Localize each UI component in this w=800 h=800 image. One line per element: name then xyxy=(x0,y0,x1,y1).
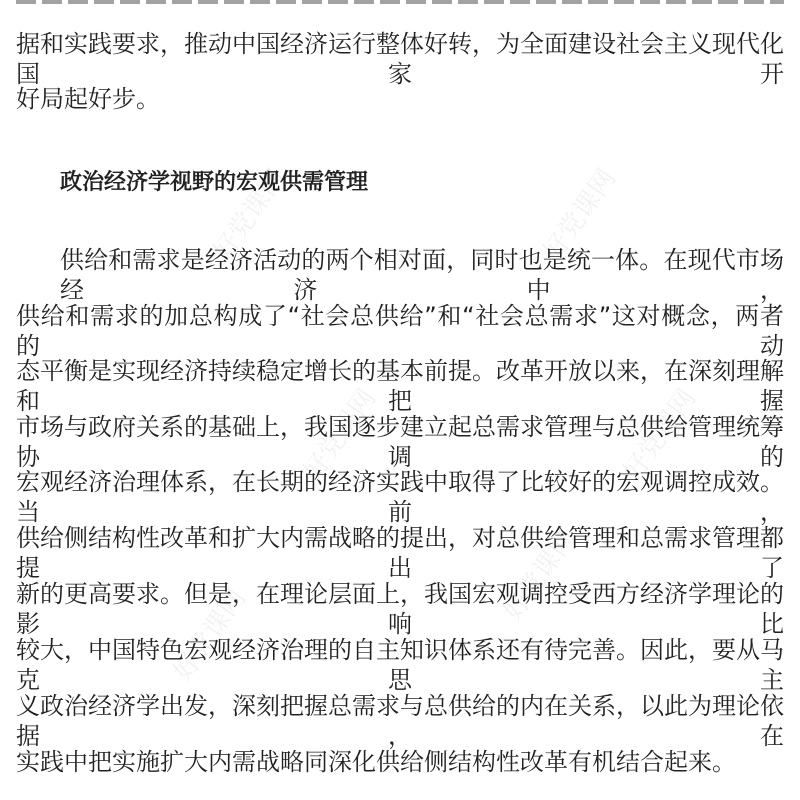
watermark: 好党课网 xyxy=(167,583,253,687)
text-line: 新的更高要求。但是，在理论层面上，我国宏观调控受西方经济学理论的影响比 xyxy=(16,580,784,638)
text-line: 供给侧结构性改革和扩大内需战略的提出，对总供给管理和总需求管理都提出了 xyxy=(16,524,784,582)
watermark: 好党课网 xyxy=(537,163,623,267)
text-line: 好局起好步。 xyxy=(16,85,160,113)
text-line: 较大，中国特色宏观经济治理的自主知识体系还有待完善。因此，要从马克思主 xyxy=(16,636,784,694)
text-line: 态平衡是实现经济持续稳定增长的基本前提。改革开放以来，在深刻理解和把握 xyxy=(16,357,784,415)
text-line: 宏观经济治理体系，在长期的经济实践中取得了比较好的宏观调控成效。当前， xyxy=(16,468,784,526)
text-line: 义政治经济学出发，深刻把握总需求与总供给的内在关系，以此为理论依据，在 xyxy=(16,692,784,750)
section-heading: 政治经济学视野的宏观供需管理 xyxy=(60,170,369,195)
watermark: 好党课网 xyxy=(207,163,293,267)
text-line: 据和实践要求，推动中国经济运行整体好转，为全面建设社会主义现代化国家开 xyxy=(16,30,784,88)
watermark: 好党课网 xyxy=(497,523,583,627)
text-line: 供给和需求的加总构成了“社会总供给”和“社会总需求”这对概念，两者的动 xyxy=(16,302,784,360)
text-line: 市场与政府关系的基础上，我国逐步建立起总需求管理与总供给管理统筹协调的 xyxy=(16,413,784,471)
text-line: 供给和需求是经济活动的两个相对面，同时也是统一体。在现代市场经济中， xyxy=(60,246,784,304)
text-line: 实践中把实施扩大内需战略同深化供给侧结构性改革有机结合起来。 xyxy=(16,748,736,776)
cut-off-text-line xyxy=(16,0,784,4)
watermark: 好党课网 xyxy=(617,383,703,487)
watermark: 好党课网 xyxy=(297,383,383,487)
